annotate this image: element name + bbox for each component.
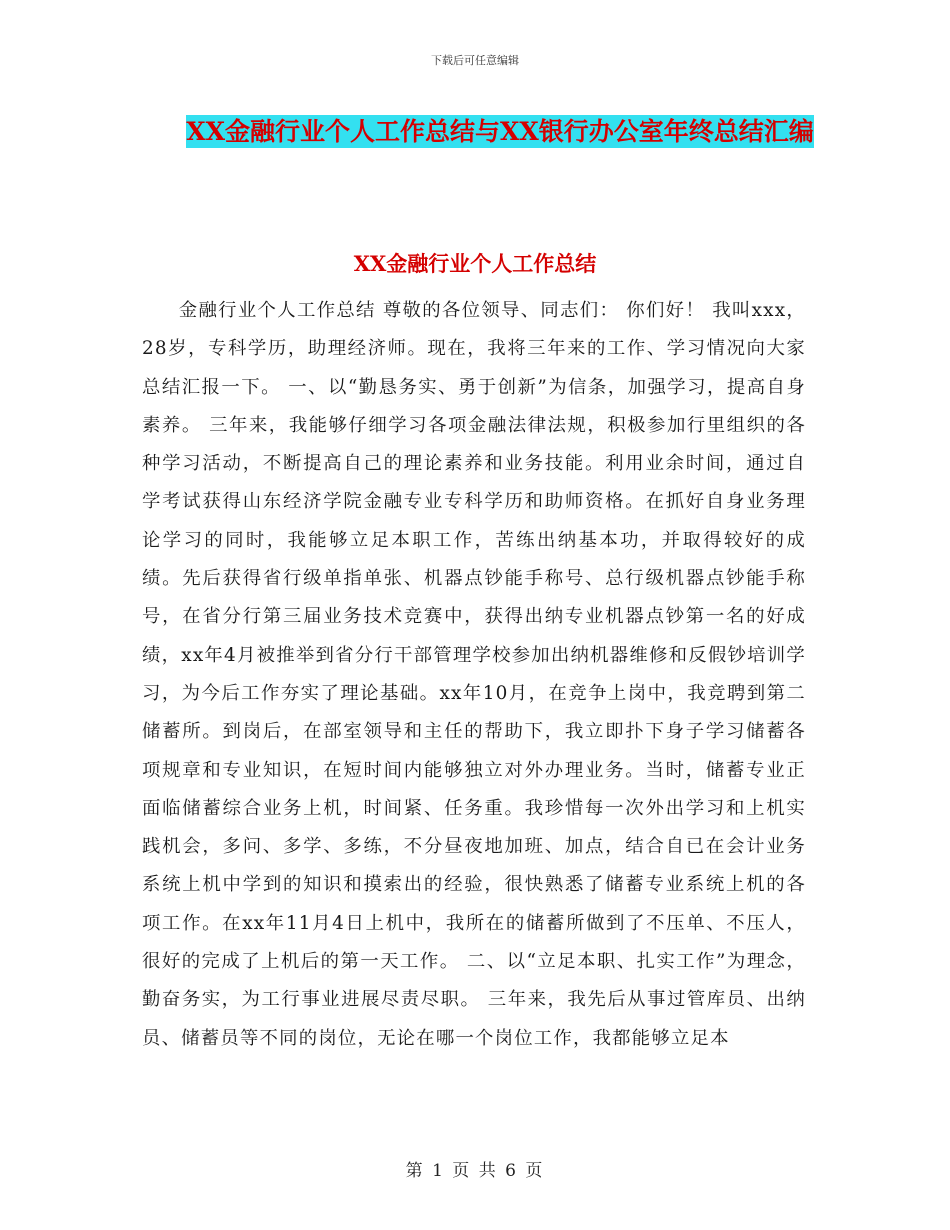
- section-title: XX金融行业个人工作总结: [353, 251, 597, 276]
- body-paragraph: 金融行业个人工作总结 尊敬的各位领导、同志们： 你们好！ 我叫xxx，28岁，专科学历，助理经济师。现在，我将三年来的工作、学习情况向大家总结汇报一下。 一、以“勤恳务实、勇于创新”为信条，加强学习，提高自身素养。 三年来，我能够仔细学习各项金融法律法规，积极参加行里组织的各种学习活动，不断提高自己的理论素养和业务技能。利用业余时间，通过自学考试获得山东经济学院金融专业专科学历和助师资格。在抓好自身业务理论学习的同时，我能够立足本职工作，苦练出纳基本功，并取得较好的成绩。先后获得省行级单指单张、机器点钞能手称号、总行级机器点钞能手称号，在省分行第三届业务技术竞赛中，获得出纳专业机器点钞第一名的好成绩，xx年4月被推举到省分行干部管理学校参加出纳机器维修和反假钞培训学习，为今后工作夯实了理论基础。xx年10月，在竞争上岗中，我竞聘到第二储蓄所。到岗后，在部室领导和主任的帮助下，我立即扑下身子学习储蓄各项规章和专业知识，在短时间内能够独立对外办理业务。当时，储蓄专业正面临储蓄综合业务上机，时间紧、任务重。我珍惜每一次外出学习和上机实践机会，多问、多学、多练，不分昼夜地加班、加点，结合自已在会计业务系统上机中学到的知识和摸索出的经验，很快熟悉了储蓄专业系统上机的各项工作。在xx年11月4日上机中，我所在的储蓄所做到了不压单、不压人，很好的完成了上机后的第一天工作。 二、以“立足本职、扎实工作”为理念，勤奋务实，为工行事业进展尽责尽职。 三年来，我先后从事过管库员、出纳员、储蓄员等不同的岗位，无论在哪一个岗位工作，我都能够立足本: [142, 300, 806, 1049]
- document-title: [140, 108, 860, 156]
- page-header-note: 下载后可任意编辑: [431, 54, 519, 67]
- page-number-footer: 第 1 页 共 6 页: [405, 1161, 545, 1181]
- document-title-text: XX金融行业个人工作总结与XX银行办公室年终总结汇编: [186, 117, 814, 146]
